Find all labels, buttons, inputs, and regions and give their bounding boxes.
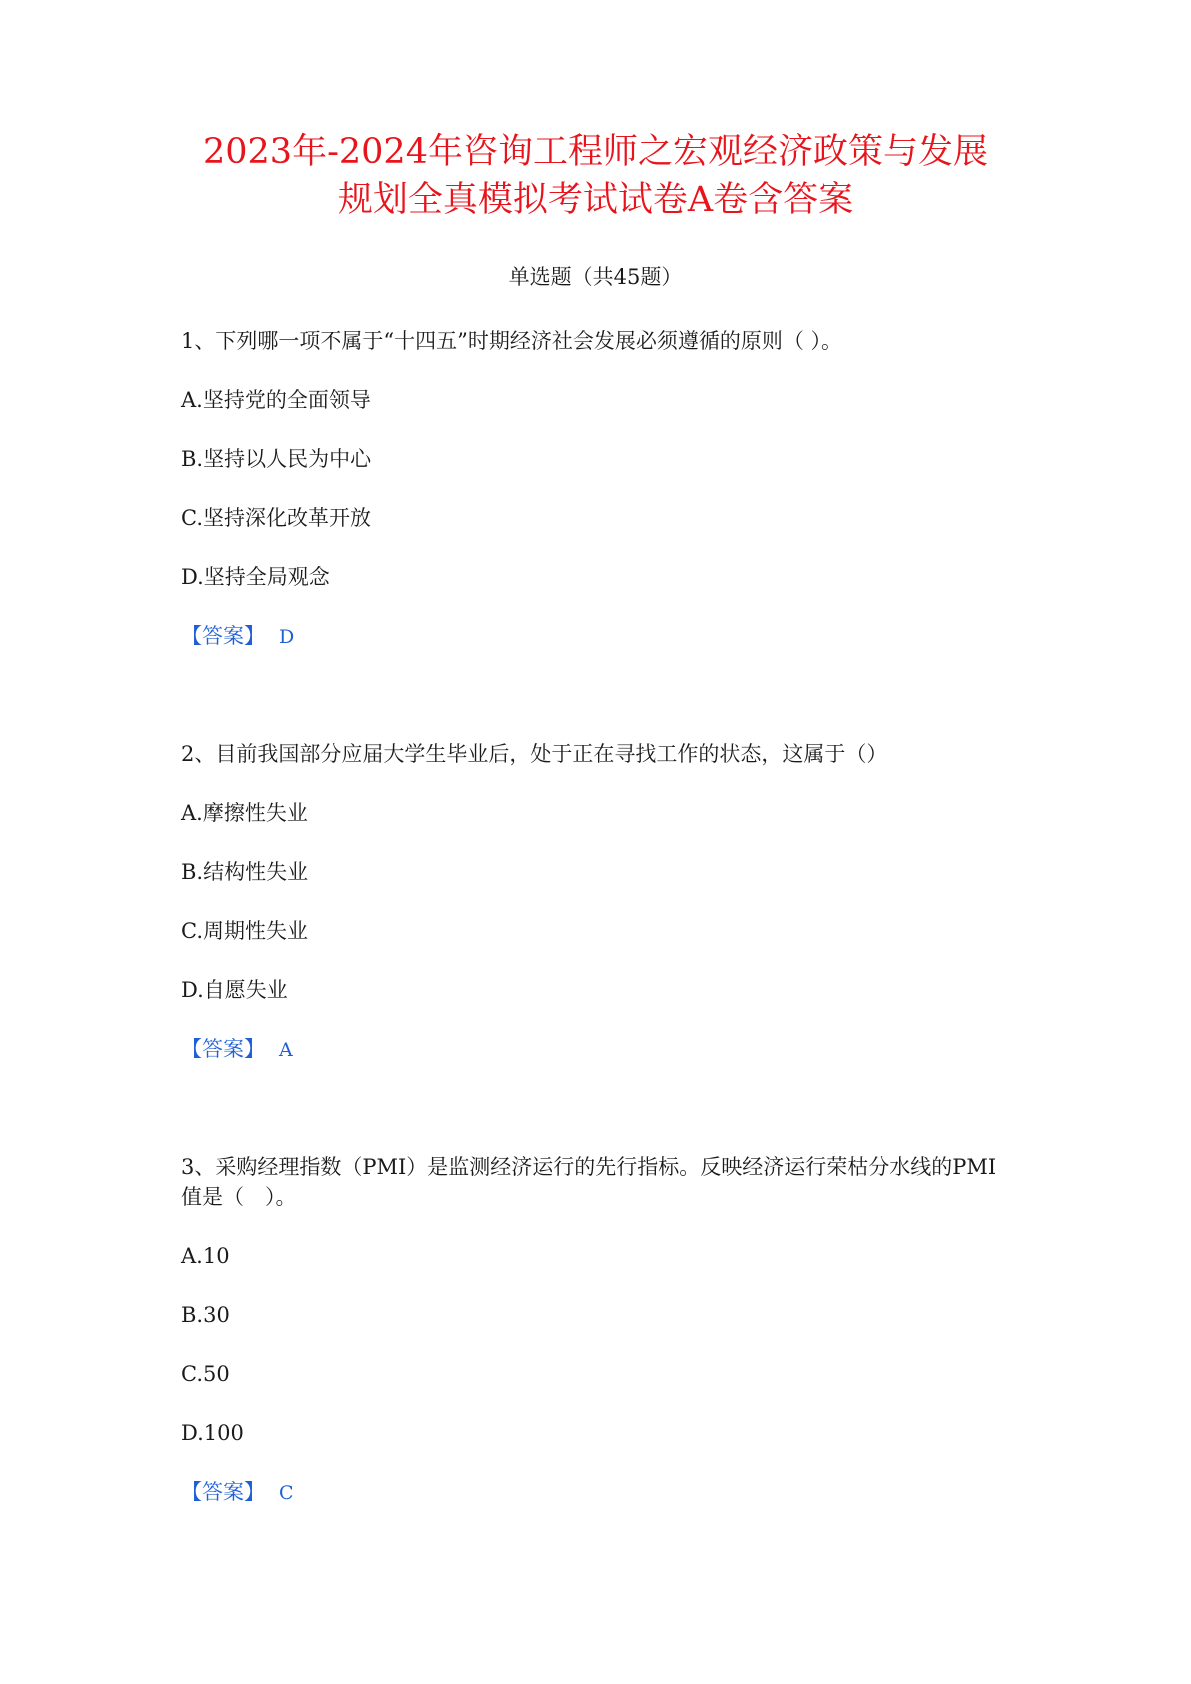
- answer-value: C: [279, 1482, 294, 1504]
- document-title: [0, 128, 1191, 224]
- question-3-option-a: A.10: [181, 1244, 230, 1268]
- question-3-option-c: C.50: [181, 1362, 230, 1386]
- question-2-option-b: B.结构性失业: [181, 860, 309, 884]
- title-line-2: 规划全真模拟考试试卷A卷含答案: [337, 180, 854, 220]
- question-1-option-d: D.坚持全局观念: [181, 565, 330, 589]
- question-3-stem: 3、采购经理指数（PMI）是监测经济运行的先行指标。反映经济运行荣枯分水线的PMI值是（ ）。: [181, 1155, 997, 1209]
- title-line-1: 2023年-2024年咨询工程师之宏观经济政策与发展: [203, 132, 988, 172]
- question-1-answer: [181, 621, 294, 652]
- answer-label: 【答案】: [181, 1480, 265, 1504]
- question-3-answer: [181, 1477, 294, 1508]
- question-1-option-b: B.坚持以人民为中心: [181, 447, 372, 471]
- question-2-stem: 2、目前我国部分应届大学生毕业后，处于正在寻找工作的状态，这属于（）: [181, 742, 888, 766]
- question-1-option-c: C.坚持深化改革开放: [181, 506, 371, 530]
- answer-value: D: [279, 626, 295, 648]
- question-2-option-d: D.自愿失业: [181, 978, 288, 1002]
- question-3-option-b: B.30: [181, 1303, 230, 1327]
- question-2-option-a: A.摩擦性失业: [181, 801, 308, 825]
- question-2-option-c: C.周期性失业: [181, 919, 308, 943]
- question-2-answer: [181, 1034, 293, 1065]
- question-3-option-d: D.100: [181, 1421, 244, 1445]
- question-1-stem: 1、下列哪一项不属于“十四五”时期经济社会发展必须遵循的原则（ ）。: [181, 329, 843, 353]
- answer-value: A: [279, 1039, 293, 1061]
- question-1-option-a: A.坚持党的全面领导: [181, 388, 371, 412]
- answer-label: 【答案】: [181, 624, 265, 648]
- answer-label: 【答案】: [181, 1037, 265, 1061]
- section-heading: 单选题（共45题）: [508, 265, 683, 289]
